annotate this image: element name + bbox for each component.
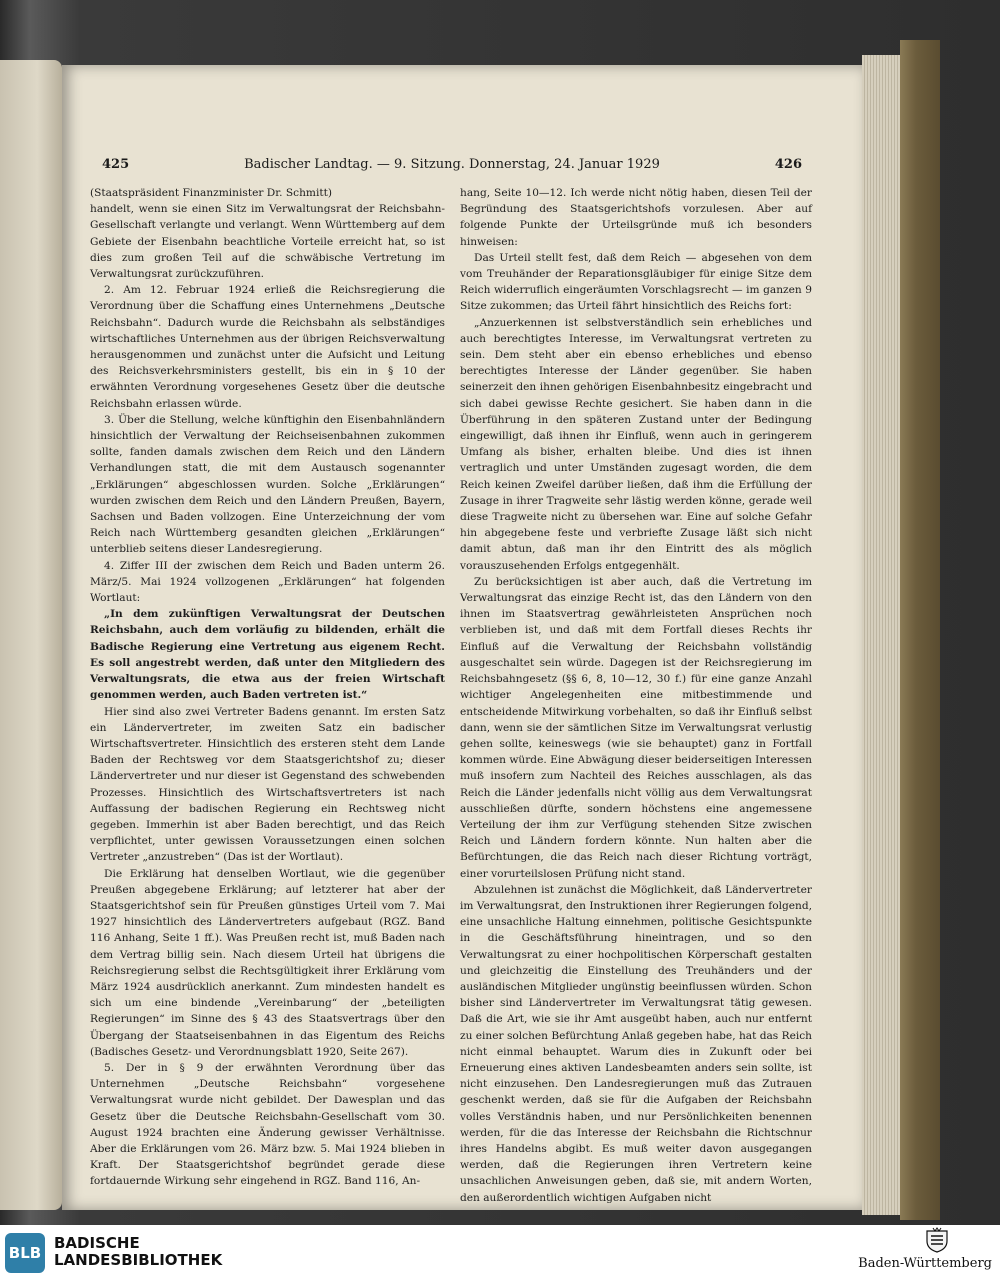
right-column [460, 185, 812, 1206]
paragraph: handelt, wenn sie einen Sitz im Verwaltungsrat der Reichsbahn-Gesellschaft verlangte und verlangt. Wenn Württemberg auf dem Gebiete der Eisenbahn beachtliche Vorteile erreicht hat, so ist dies zum großen Teil auf die schwäbische Vertretung im Verwaltungsrat zurückzuführen. [90, 203, 445, 281]
paragraph: hang, Seite 10—12. Ich werde nicht nötig haben, diesen Teil der Begründung des Staatsgerichtshofs vorzulesen. Aber auf folgende Punkte der Urteilsgründe muß ich besonders hinweisen: [460, 187, 812, 248]
footer-bar [0, 1225, 1000, 1277]
book-cover [900, 40, 940, 1220]
library-name-line2: LANDESBIBLIOTHEK [54, 1251, 223, 1269]
paragraph: Hier sind also zwei Vertreter Badens genannt. Im ersten Satz ein Ländervertreter, im zweiten Satz ein badischer Wirtschaftsvertreter. Hinsichtlich des ersteren steht dem Lande Baden der Rechtsweg vor dem Staatsgerichtshof zu; dieser Ländervertreter und nur dieser ist Gegenstand des schwebenden Prozesses. Hinsichtlich des Wirtschaftsvertreters ist nach Auffassung der badischen Regierung ein Rechtsweg nicht gegeben. Immerhin ist aber Baden berechtigt, und das Reich verpflichtet, unter gewissen Voraussetzungen einen solchen Vertreter „anzustreben“ (Das ist der Wortlaut). [90, 705, 445, 864]
paragraph: „Anzuerkennen ist selbstverständlich sein erhebliches und auch berechtigtes Interesse, im Verwaltungsrat vertreten zu sein. Dem steht aber ein ebenso erhebliches und ebenso berechtigtes Interesse der Länder gegenüber. Sie haben seinerzeit den ihnen gehörigen Eisenbahnbesitz eingebracht und sich dabei gewisse Rechte gesichert. Sie haben dann in die Überführung in den späteren Zustand unter der Bedingung eingewilligt, daß ihnen ihr Einfluß, wenn auch in geringerem Umfang als bisher, erhalten bleibe. Und dies ist ihnen vertraglich und unter Umständen zugesagt worden, die dem Reich keinen Zweifel darüber ließen, daß ihm die Erfüllung der Zusage in ihrer Tragweite sehr lästig werden könne, gerade weil diese Tragweite nicht zu übersehen war. Eine auf solche Gefahr hin abgegebene feste und verbriefte Zusage läßt sich nicht damit abtun, daß man ihr den Eintritt des als möglich vorauszusehenden Erfolgs entgegenhält. [460, 316, 812, 572]
right-page-number: 426 [774, 157, 802, 172]
paragraph: 4. Ziffer III der zwischen dem Reich und Baden unterm 26. März/5. Mai 1924 vollzogenen „Erklärungen“ hat folgenden Wortlaut: [90, 559, 445, 605]
page-edges [862, 55, 900, 1215]
paragraph: Die Erklärung hat denselben Wortlaut, wie die gegenüber Preußen abgegebene Erklärung; auf letzterer hat aber der Staatsgerichtshof sein für Preußen günstiges Urteil vom 7. Mai 1927 hinsichtlich des Ländervertreters aufgebaut (RGZ. Band 116 Anhang, Seite 1 ff.). Was Preußen recht ist, muß Baden nach dem Vertrag billig sein. Nach diesem Urteil hat übrigens die Reichsregierung selbst die Rechtsgültigkeit ihrer Erklärung vom März 1924 ausdrücklich anerkannt. Zum mindesten handelt es sich um eine bindende „Vereinbarung“ der „beteiligten Regierungen“ im Sinne des § 43 des Staatsvertrags über den Übergang der Staatseisenbahnen in das Eigentum des Reichs (Badisches Gesetz- und Verordnungsblatt 1920, Seite 267). [90, 867, 445, 1058]
library-name [54, 1235, 222, 1269]
paragraph: Zu berücksichtigen ist aber auch, daß die Vertretung im Verwaltungsrat das einzige Recht ist, das den Ländern von den ihnen im Staatsvertrag gewährleisteten Ansprüchen noch verblieben ist, und daß mit dem Fortfall dieses Rechts ihr Einfluß auf die Verwaltung der Reichsbahn vollständig ausgeschaltet sein würde. Dagegen ist der Reichsregierung im Reichsbahngesetz (§§ 6, 8, 10—12, 30 f.) für eine ganze Anzahl wichtiger Angelegenheiten eine mitbestimmende und entscheidende Mitwirkung vorbehalten, so daß ihr Einfluß selbst dann, wenn sie der sämtlichen Sitze im Verwaltungsrat verlustig gehen sollte, keineswegs (wie sie behauptet) ganz in Fortfall kommen würde. Eine Abwägung dieser beiderseitigen Interessen muß insofern zum Nachteil des Reiches ausschlagen, als das Reich die Länder jedenfalls nicht völlig aus dem Verwaltungsrat ausschließen dürfte, sondern höchstens eine angemessene Verteilung der ihm zur Verfügung stehenden Sitze zwischen Reich und Ländern fordern könnte. Nun halten aber die Befürchtungen, die das Reich nach dieser Richtung vorträgt, einer vorurteilslosen Prüfung nicht stand. [460, 575, 813, 880]
page-header [102, 157, 802, 177]
paragraph: Abzulehnen ist zunächst die Möglichkeit, daß Ländervertreter im Verwaltungsrat, den Instruktionen ihrer Regierungen folgend, eine unsachliche Haltung einnehmen, politische Gesichtspunkte in die Geschäftsführung hineintragen, und so den Verwaltungsrat zu einer hochpolitischen Körperschaft gestalten und gleichzeitig die Einstellung des Treuhänders und der ausländischen Mitglieder ungünstig beeinflussen würden. Schon bisher sind Ländervertreter im Verwaltungsrat tätig gewesen. Daß die Art, wie sie ihr Amt ausgeübt haben, auch nur entfernt zu einer solchen Befürchtung Anlaß gegeben habe, hat das Reich nicht einmal behauptet. Warum dies in Zukunft oder bei Erneuerung eines aktiven Landesbeamten anders sein sollte, ist nicht einzusehen. Den Landesregierungen muß das Zutrauen geschenkt werden, daß sie für die Aufgaben der Reichsbahn volles Verständnis haben, und nur Persönlichkeiten benennen werden, für die das Interesse der Reichsbahn die Richtschnur ihres Handelns abgibt. Es muß weiter davon ausgegangen werden, daß die Regierungen ihren Vertretern keine unsachlichen Anweisungen geben, daß sie, mit andern Worten, den außerordentlich wichtigen Aufgaben nicht [460, 883, 812, 1204]
paragraph: 3. Über die Stellung, welche künftighin den Eisenbahnländern hinsichtlich der Verwaltung der Reichseisenbahnen zukommen sollte, fanden damals zwischen dem Reich und den Ländern Verhandlungen statt, die mit dem Austausch sogenannter „Erklärungen“ abgeschlossen wurden. Solche „Erklärungen“ wurden zwischen dem Reich und den Ländern Preußen, Bayern, Sachsen und Baden vollzogen. Eine Unterzeichnung der vom Reich nach Württemberg gesandten gleichen „Erklärungen“ unterblieb seitens dieser Landesregierung. [90, 413, 445, 556]
paragraph: „In dem zukünftigen Verwaltungsrat der Deutschen Reichsbahn, auch dem vorläufig zu bildenden, erhält die Badische Regierung eine Vertretung aus eigenem Recht. Es soll angestrebt werden, daß unter den Mitgliedern des Verwaltungsrats, die etwa aus der freien Wirtschaft genommen werden, auch Baden vertreten ist.“ [90, 608, 445, 702]
running-title: Badischer Landtag. — 9. Sitzung. Donnerstag, 24. Januar 1929 [244, 157, 660, 172]
document-page [62, 65, 862, 1210]
library-name-line1: BADISCHE [54, 1234, 140, 1252]
paragraph: (Staatspräsident Finanzminister Dr. Schmitt) [90, 187, 333, 199]
paragraph: 5. Der in § 9 der erwähnten Verordnung über das Unternehmen „Deutsche Reichsbahn“ vorgesehene Verwaltungsrat wurde nicht gebildet. Der Dawesplan und das Gesetz über die Deutsche Reichsbahn-Gesellschaft vom 30. August 1924 brachten eine Änderung gewisser Verhältnisse. Aber die Erklärungen vom 26. März bzw. 5. Mai 1924 blieben in Kraft. Der Staatsgerichtshof begründet gerade diese fortdauernde Wirkung sehr eingehend in RGZ. Band 116, An- [90, 1061, 445, 1188]
left-page-margin [0, 60, 62, 1210]
paragraph: 2. Am 12. Februar 1924 erließ die Reichsregierung die Verordnung über die Schaffung eines Unternehmens „Deutsche Reichsbahn“. Dadurch wurde die Reichsbahn als selbständiges wirtschaftliches Unternehmen aus der übrigen Reichsverwaltung herausgenommen und zunächst unter die Aufsicht und Leitung des Reichsverkehrsministers gestellt, bis ein in § 10 der erwähnten Verordnung vorgesehenes Gesetz über die deutsche Reichsbahn erlassen würde. [90, 284, 445, 410]
blb-logo-text: BLB [8, 1244, 42, 1262]
left-column [90, 185, 445, 1190]
coat-of-arms-icon [925, 1227, 949, 1253]
left-page-number: 425 [102, 157, 130, 172]
state-name: Baden-Württemberg [858, 1256, 992, 1271]
blb-logo [5, 1233, 45, 1273]
paragraph: Das Urteil stellt fest, daß dem Reich — abgesehen von dem vom Treuhänder der Reparationsgläubiger für einige Sitze dem Reich widerruflich eingeräumten Vorschlagsrecht — im ganzen 9 Sitze zukommen; das Urteil fährt hinsichtlich des Reichs fort: [460, 251, 812, 313]
